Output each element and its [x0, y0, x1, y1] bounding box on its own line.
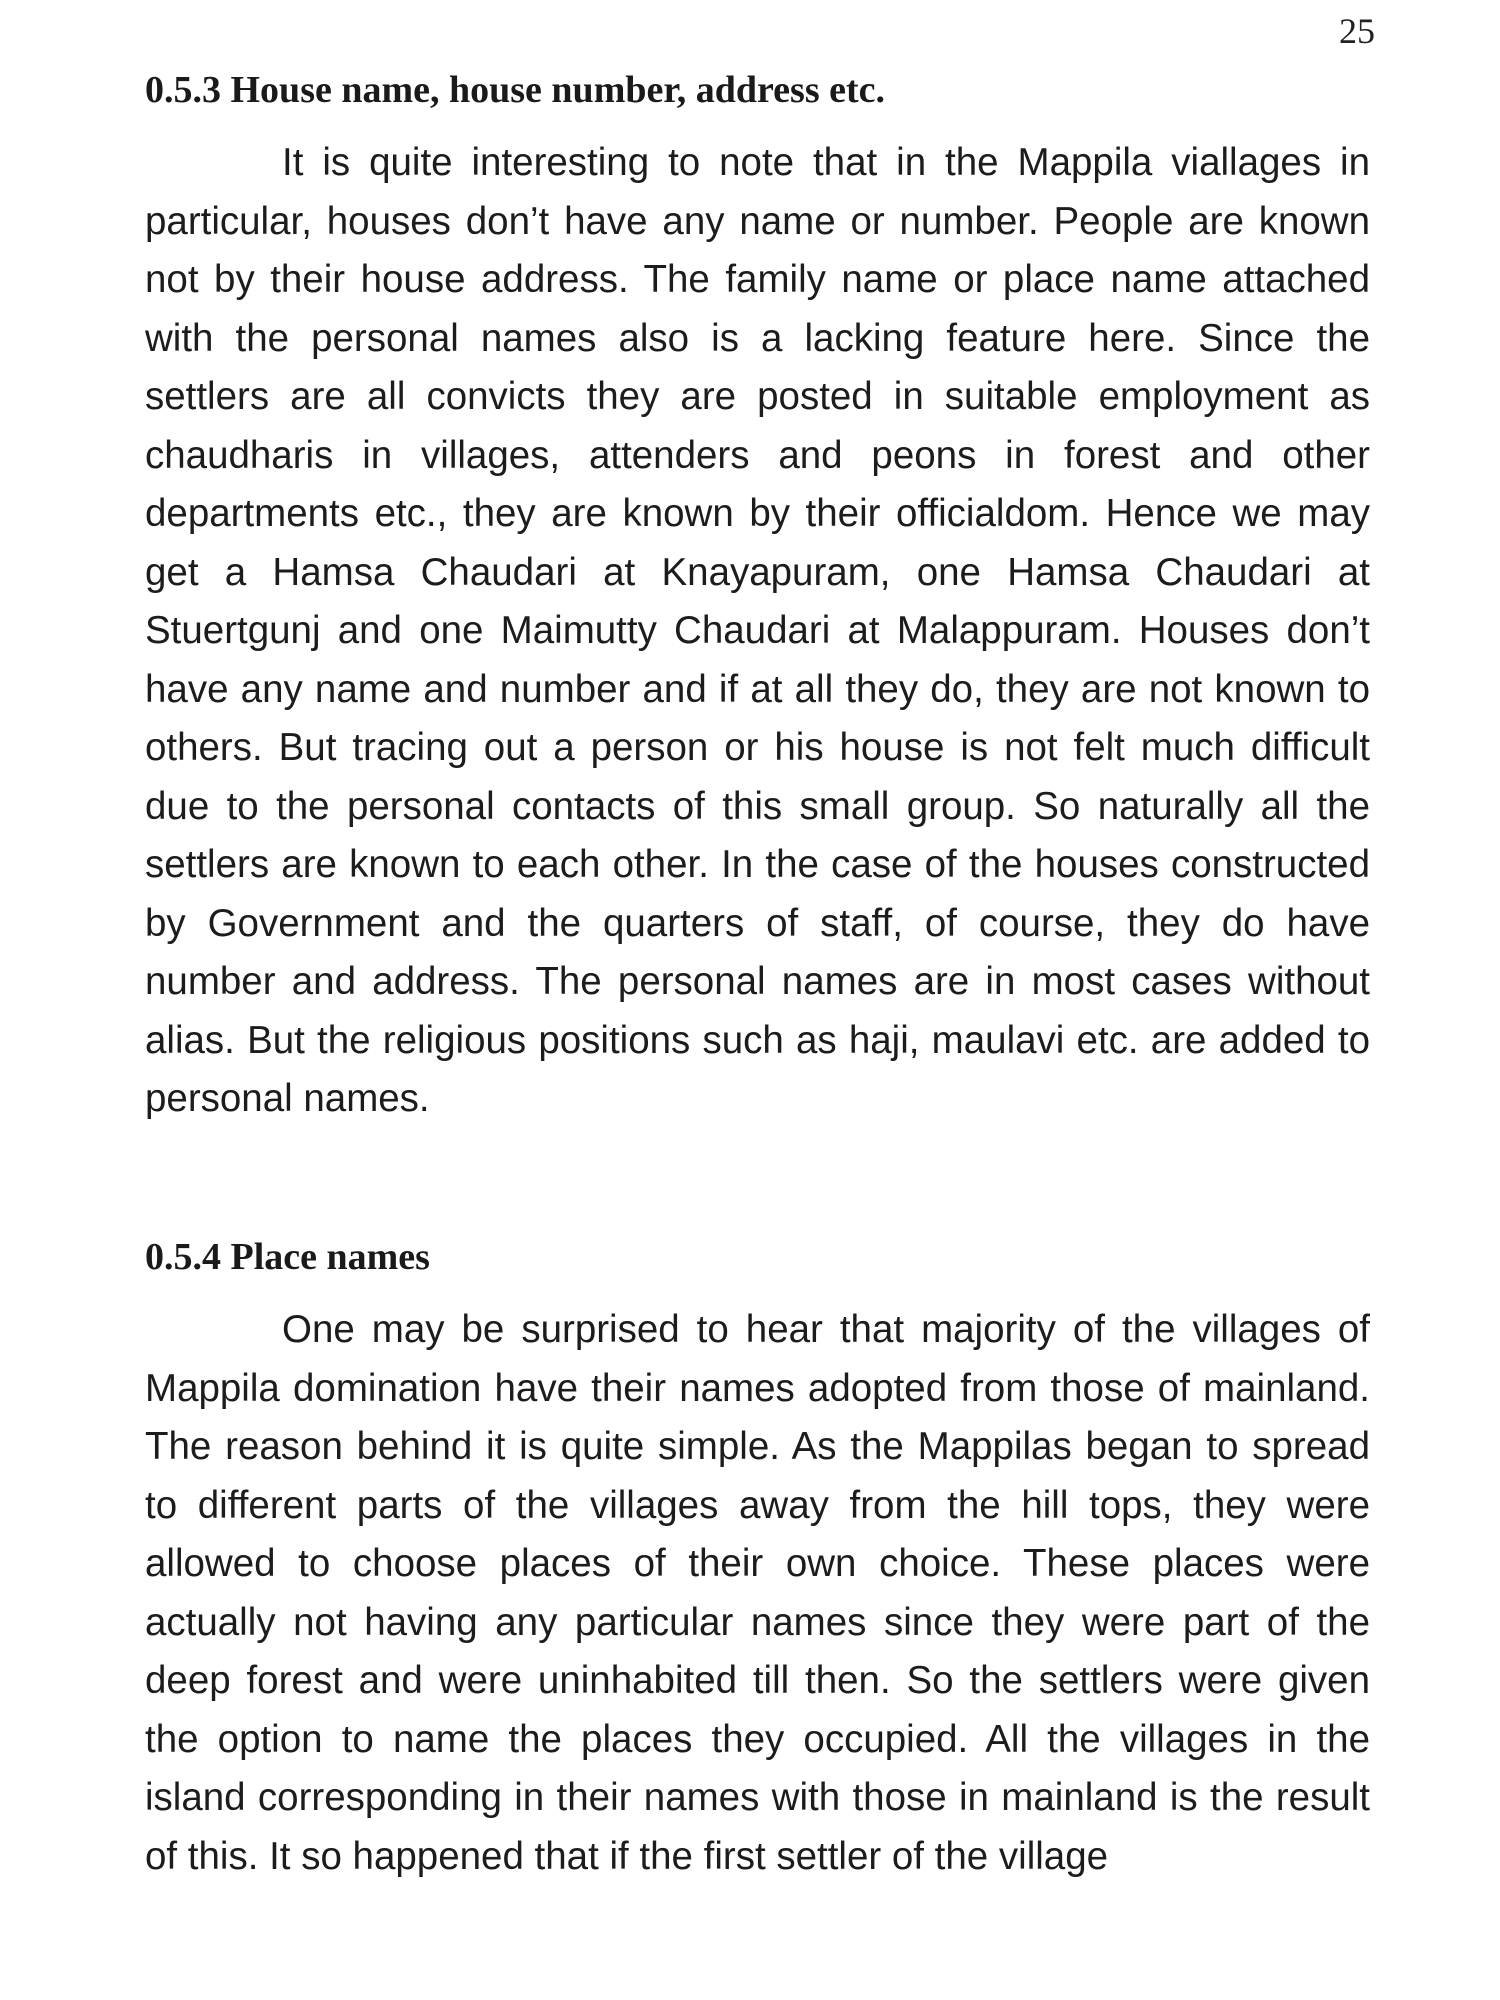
section-paragraph: One may be surprised to hear that majority of the villages of Mappila domination have their names adopted from those of mainland. The reason behind it is quite simple. As the Mappilas began to spread to different parts of the villages away from the hill tops, they were allowed to choose places of their own choice. These places were actually not having any particular names since they were part of the deep forest and were uninhabited till then. So the settlers were given the option to name the places they occupied. All the villages in the island corresponding in their names with those in mainland is the result of this. It so happened that if the first settler of the village: [145, 1308, 1370, 1878]
section-heading: 0.5.3 House name, house number, address etc.: [145, 69, 885, 111]
section-heading: 0.5.4 Place names: [145, 1236, 430, 1278]
section-paragraph: It is quite interesting to note that in the Mappila viallages in particular, houses don’t have any name or number. People are known not by their house address. The family name or place name attached with the personal names also is a lacking feature here. Since the settlers are all convicts they are posted in suitable employment as chaudharis in villages, attenders and peons in forest and other departments etc., they are known by their officialdom. Hence we may get a Hamsa Chaudari at Knayapuram, one Hamsa Chaudari at Stuertgunj and one Maimutty Chaudari at Malappuram. Houses don’t have any name and number and if at all they do, they are not known to others. But tracing out a person or his house is not felt much difficult due to the personal contacts of this small group. So naturally all the settlers are known to each other. In the case of the houses constructed by Government and the quarters of staff, of course, they do have number and address. The personal names are in most cases without alias. But the religious positions such as haji, maulavi etc. are added to personal names.: [145, 141, 1370, 1120]
section-house-name: [145, 68, 1370, 1129]
section-place-names: [145, 1235, 1370, 1886]
page-number: 25: [1339, 11, 1375, 51]
